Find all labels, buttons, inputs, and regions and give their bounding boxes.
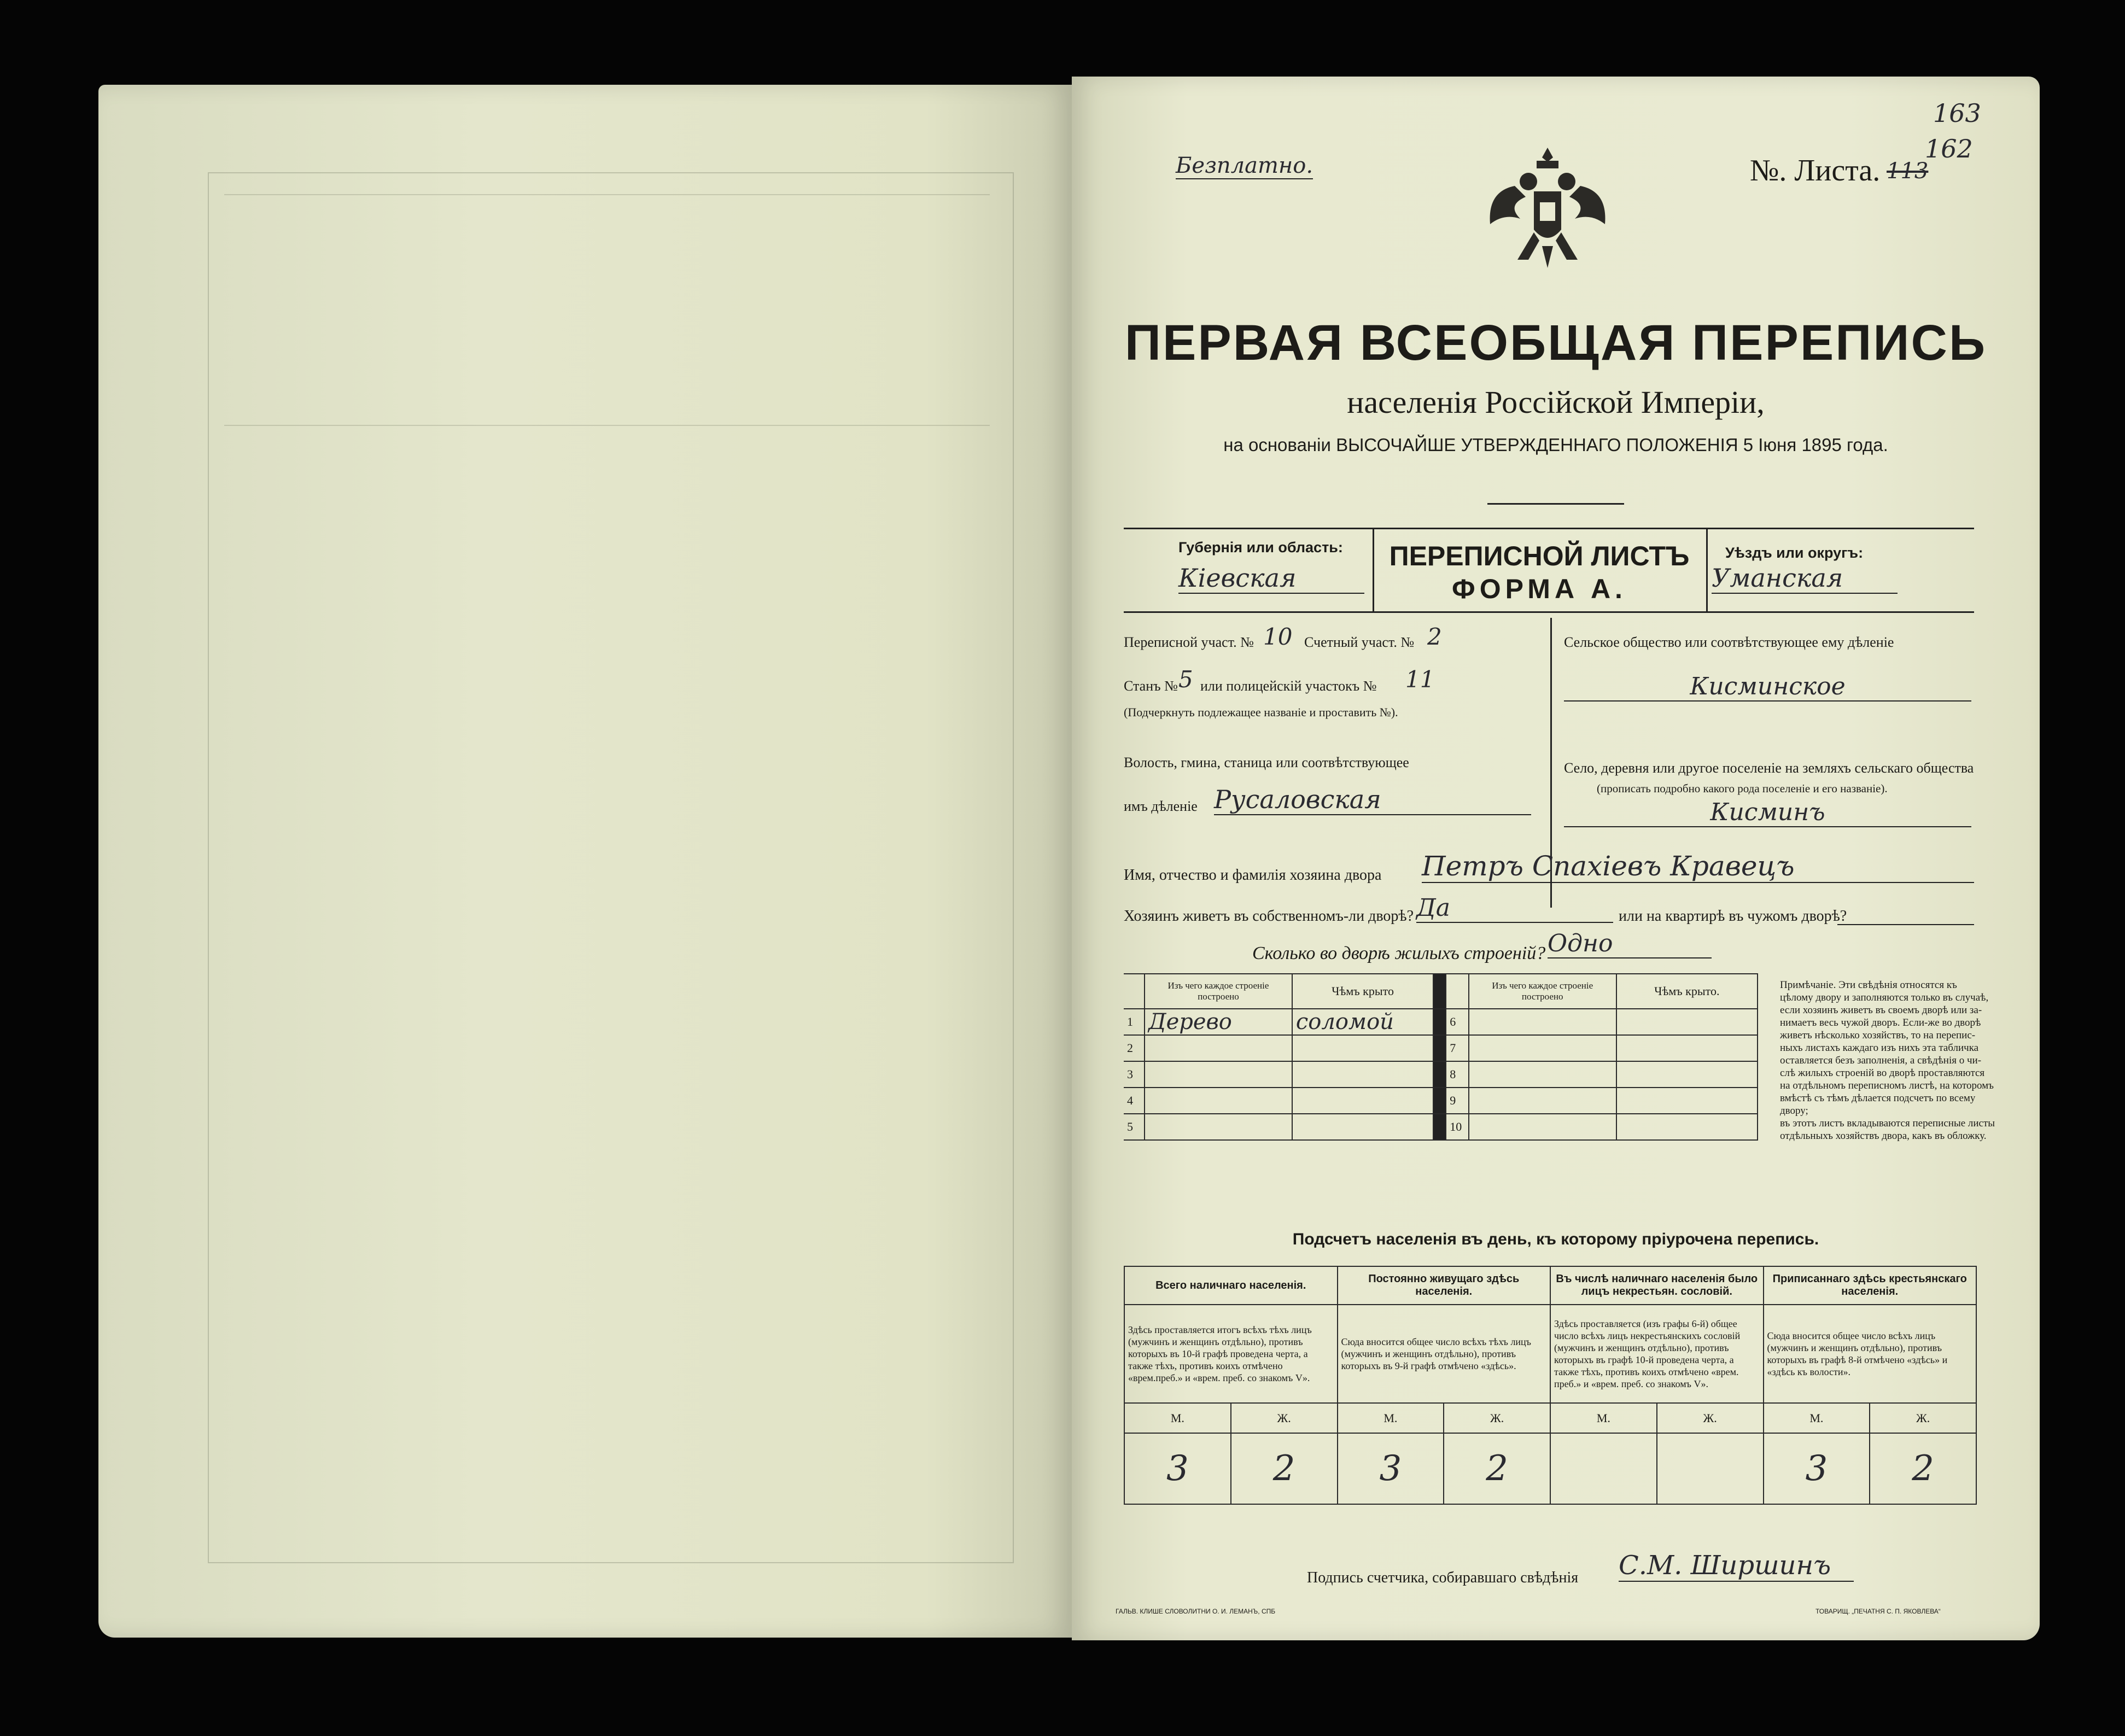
stan-label: Станъ № (1124, 678, 1178, 694)
form-title: ПЕРВАЯ ВСЕОБЩАЯ ПЕРЕПИСЬ (1124, 315, 1987, 371)
table-row: 3 8 (1124, 1061, 1758, 1088)
sheet-number-new: 162 (1925, 134, 1973, 163)
note-block: Примѣчаніе. Эти свѣдѣнія относятся къ цѣлому двору и заполняются только въ случаѣ, если хозяинъ живетъ въ своемъ дворѣ или за- нимаетъ весь чужой дворъ. Если-же во дворѣ живетъ нѣсколько хозяйствъ, то на перепис- ныхъ листахъ каждаго изъ нихъ эта табличка оставляется безъ заполненія, а свѣдѣнія о чи- слѣ жилыхъ строеній во дворѣ проставляются на отдѣльномъ переписномъ листѣ, на которомъ вмѣстѣ съ тѣмъ дѣлается подсчетъ по всему двору; въ этотъ листъ вкладываются переписные листы отдѣльныхъ хозяйствъ двора, какъ въ обложку. (1780, 979, 1995, 1142)
province-label: Губернія или область: (1178, 539, 1343, 556)
police-label: или полицейскій участокъ № (1200, 678, 1377, 694)
bleed-through-table (224, 194, 990, 426)
left-page (98, 85, 1072, 1638)
form-basis: на основаніи ВЫСОЧАЙШЕ УТВЕРЖДЕННАГО ПОЛОЖЕНІЯ 5 Іюня 1895 года. (1223, 435, 1888, 455)
population-count-table: Всего наличнаго населенія. Постоянно живущаго здѣсь населенія. Въ числѣ наличнаго населенія было лицъ некрестьян. сословій. Приписаннаго здѣсь крестьянскаго населенія. Здѣсь проставляется итогъ всѣхъ тѣхъ лицъ (мужчинъ и женщинъ отдѣльно), противъ которыхъ въ 10-й графѣ проведена черта, а также тѣхъ, противъ коихъ отмѣчено «врем.преб.» и «врем. преб. со знакомъ V». Сюда вносится общее число всѣхъ тѣхъ лицъ (мужчинъ и женщинъ отдѣльно), противъ которыхъ въ 9-й графѣ отмѣчено «здѣсь». Здѣсь проставляется (изъ графы 6-й) общее число всѣхъ лицъ некрестьянскихъ сословій (мужчинъ и женщинъ отдѣльно), противъ которыхъ въ графѣ 10-й проведена черта, а также тѣхъ, противъ коихъ отмѣчено «врем. преб.» и «врем. преб. со знакомъ V». Сюда вносится общее число всѣхъ лицъ (мужчинъ и женщинъ отдѣльно), противъ которыхъ въ графѣ 8-й отмѣчено «здѣсь» и «здѣсь къ волости». М. Ж. М. Ж. М. Ж. М. Ж. 3 2 3 2 3 2 (1124, 1266, 1977, 1505)
right-page (1072, 77, 2040, 1640)
own-yard-label: Хозяинъ живетъ въ собственномъ-ли дворѣ? (1124, 908, 1414, 925)
village-label: Село, деревня или другое поселеніе на земляхъ сельскаго общества (1564, 760, 1974, 776)
district-value: Уманская (1712, 563, 1898, 594)
volost-label: Волость, гмина, станица или соотвѣтствующее (1124, 755, 1409, 770)
owner-name-label: Имя, отчество и фамилія хозяина двора (1124, 867, 1382, 884)
police-value: 11 (1405, 666, 1435, 693)
volost-value: Русаловская (1214, 785, 1531, 815)
buildings-table (1124, 973, 1758, 1141)
count-title: Подсчетъ населенія въ день, къ которому пріурочена перепись. (1292, 1230, 1819, 1248)
census-district-label: Переписной участ. № (1124, 634, 1254, 650)
table-row: 1 Дерево соломой 6 (1124, 1009, 1758, 1035)
own-yard-value: Да (1416, 894, 1613, 923)
volost-label-2: имъ дѣленіе (1124, 798, 1198, 814)
stan-value: 5 (1178, 666, 1193, 693)
double-headed-eagle-emblem (1482, 142, 1613, 273)
header-divider-left (1373, 529, 1374, 611)
owner-name-value: Петръ Спахіевъ Кравецъ (1422, 850, 1974, 883)
form-name: ФОРМА А. (1452, 574, 1627, 604)
ornament-divider (1487, 503, 1624, 505)
table-row: 5 10 (1124, 1114, 1758, 1140)
village-note: (прописать подробно какого рода поселеніе и его названіе). (1597, 782, 1888, 795)
count-values-row: 3 2 3 2 3 2 (1124, 1433, 1976, 1504)
col-roof: Чѣмъ крыто (1292, 974, 1433, 1009)
table-row: 4 9 (1124, 1088, 1758, 1114)
header-divider-right (1706, 529, 1708, 611)
form-header-box (1124, 528, 1974, 613)
sheet-number-old: 113 (1887, 159, 1929, 184)
col-roof-2: Чѣмъ крыто. (1616, 974, 1758, 1009)
society-label: Сельское общество или соотвѣтствующее ему дѣленіе (1564, 634, 1894, 650)
rent-value-line (1837, 924, 1974, 925)
counting-district-value: 2 (1427, 623, 1442, 650)
signature-value: С.М. Ширшинъ (1619, 1550, 1854, 1582)
table-row: 2 7 (1124, 1035, 1758, 1061)
counting-district-label: Счетный участ. № (1304, 634, 1415, 650)
signature-label: Подпись счетчика, собиравшаго свѣдѣнія (1307, 1569, 1579, 1586)
footer-left: ГАЛЬВ. КЛИШЕ СЛОВОЛИТНИ О. И. ЛЕМАНЪ, СПБ (1116, 1608, 1276, 1615)
form-subtitle: населенія Россійской Имперіи, (1347, 384, 1765, 420)
footer-right: ТОВАРИЩ. „ПЕЧАТНЯ С. П. ЯКОВЛЕВА“ (1815, 1608, 1941, 1615)
province-value: Кіевская (1178, 563, 1364, 594)
col-material-2: Изъ чего каждое строеніе построено (1469, 974, 1616, 1009)
col-material: Изъ чего каждое строеніе построено (1145, 974, 1292, 1009)
buildings-label: Сколько во дворѣ жилыхъ строеній? (1252, 943, 1546, 963)
society-value: Кисминское (1564, 673, 1971, 702)
underline-note: (Подчеркнуть подлежащее названіе и проставить №). (1124, 705, 1398, 719)
sheet-number-label: №. Листа. (1750, 154, 1881, 188)
sheet-number-top: 163 (1933, 98, 1981, 128)
free-label: Безплатно. (1176, 153, 1313, 178)
sheet-type: ПЕРЕПИСНОЙ ЛИСТЪ (1389, 541, 1690, 571)
rent-label: или на квартирѣ въ чужомъ дворѣ? (1619, 908, 1847, 925)
village-value: Кисминъ (1564, 798, 1971, 827)
district-label: Уѣздъ или округъ: (1725, 545, 1864, 561)
buildings-value: Одно (1548, 930, 1712, 958)
census-district-value: 10 (1263, 623, 1293, 650)
